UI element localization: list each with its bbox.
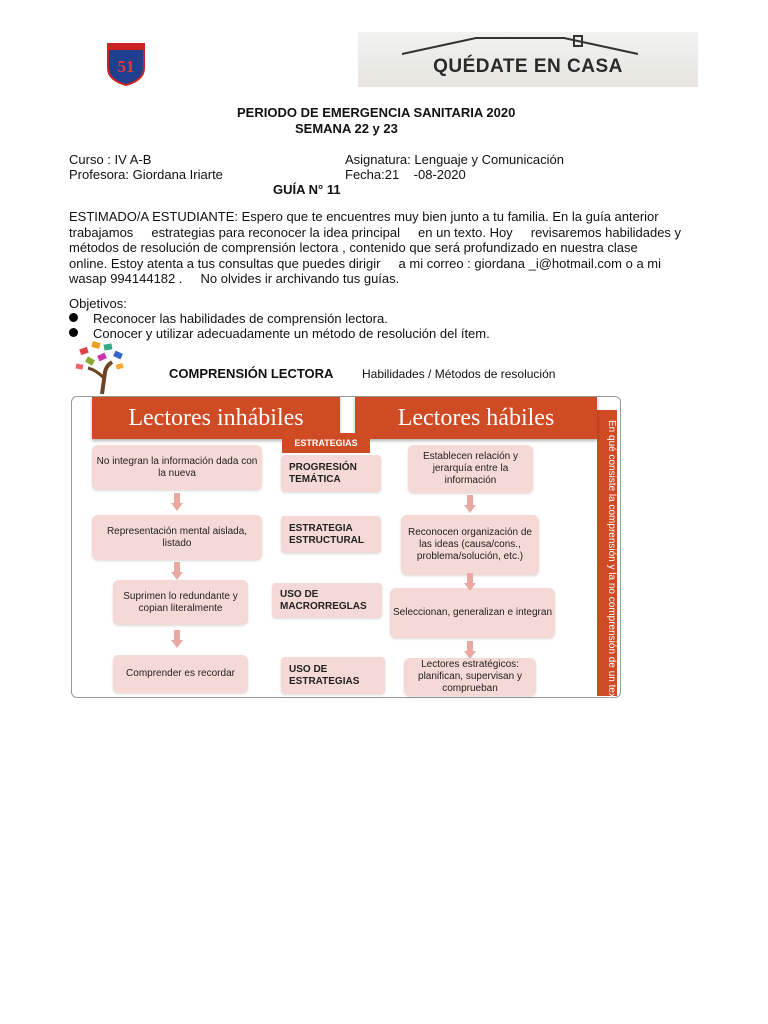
objective-item — [69, 311, 388, 326]
banner-text: QUÉDATE EN CASA — [433, 56, 623, 77]
left-box: Comprender es recordar — [113, 655, 248, 693]
book-tree-icon — [72, 338, 130, 396]
right-header: Lectores hábiles — [355, 397, 597, 439]
down-arrow-icon — [464, 573, 476, 591]
strategy-box: ESTRATEGIA ESTRUCTURAL — [281, 516, 381, 553]
strategy-box: USO DE MACRORREGLAS — [272, 583, 382, 618]
subject-field: Asignatura: Lenguaje y Comunicación — [345, 152, 564, 167]
left-header: Lectores inhábiles — [92, 397, 340, 439]
strategy-box: USO DE ESTRATEGIAS — [281, 657, 385, 694]
left-box: No integran la información dada con la nueva — [92, 445, 262, 490]
down-arrow-icon — [171, 562, 183, 580]
teacher-field: Profesora: Giordana Iriarte — [69, 167, 223, 182]
document-subtitle: SEMANA 22 y 23 — [295, 121, 398, 136]
bullet-icon — [69, 328, 78, 337]
diagram-title: COMPRENSIÓN LECTORA — [169, 366, 334, 381]
intro-line: wasap 994144182 . No olvides ir archivando tus guías. — [69, 271, 400, 287]
down-arrow-icon — [464, 495, 476, 513]
left-box: Suprimen lo redundante y copian literalmente — [113, 580, 248, 625]
down-arrow-icon — [171, 630, 183, 648]
intro-line: trabajamos estrategias para reconocer la idea principal en un texto. Hoy revisaremos habilidades y — [69, 224, 682, 240]
intro-line: métodos de resolución de comprensión lectora , contenido que será profundizado en nuestra clase — [69, 240, 638, 256]
right-box: Establecen relación y jerarquía entre la información — [408, 445, 533, 493]
school-crest-logo — [106, 42, 146, 86]
down-arrow-icon — [464, 641, 476, 659]
intro-line: online. Estoy atenta a tus consultas que puedes dirigir a mi correo : giordana _i@hotmail.com o a mi — [69, 255, 662, 271]
side-text: En qué consiste la comprensión y la no comprensión de un texto — [606, 420, 617, 707]
date-field: Fecha:21 -08-2020 — [345, 167, 466, 182]
guide-number: GUÍA N° 11 — [273, 182, 341, 197]
intro-line: ESTIMADO/A ESTUDIANTE: Espero que te encuentres muy bien junto a tu familia. En la guía anterior — [69, 209, 659, 224]
stay-home-banner — [358, 32, 698, 87]
objective-item — [69, 326, 490, 341]
objective-text: Conocer y utilizar adecuadamente un método de resolución del ítem. — [93, 326, 490, 341]
objective-text: Reconocer las habilidades de comprensión lectora. — [93, 311, 388, 326]
intro-paragraph — [69, 209, 695, 287]
strategy-box: PROGRESIÓN TEMÁTICA — [281, 455, 381, 492]
svg-text:51: 51 — [117, 57, 135, 76]
left-box: Representación mental aislada, listado — [92, 515, 262, 560]
strategies-label: ESTRATEGIAS — [282, 433, 370, 453]
diagram-subtitle: Habilidades / Métodos de resolución — [362, 367, 556, 381]
right-box: Reconocen organización de las ideas (causa/cons., problema/solución, etc.) — [401, 515, 539, 575]
right-box: Lectores estratégicos: planifican, supervisan y comprueban — [404, 658, 536, 696]
objectives-title: Objetivos: — [69, 296, 127, 311]
down-arrow-icon — [171, 493, 183, 511]
course-field: Curso : IV A-B — [69, 152, 152, 167]
side-bar — [597, 410, 617, 707]
bullet-icon — [69, 313, 78, 322]
right-box: Seleccionan, generalizan e integran — [390, 588, 555, 638]
document-title: PERIODO DE EMERGENCIA SANITARIA 2020 — [237, 105, 516, 120]
